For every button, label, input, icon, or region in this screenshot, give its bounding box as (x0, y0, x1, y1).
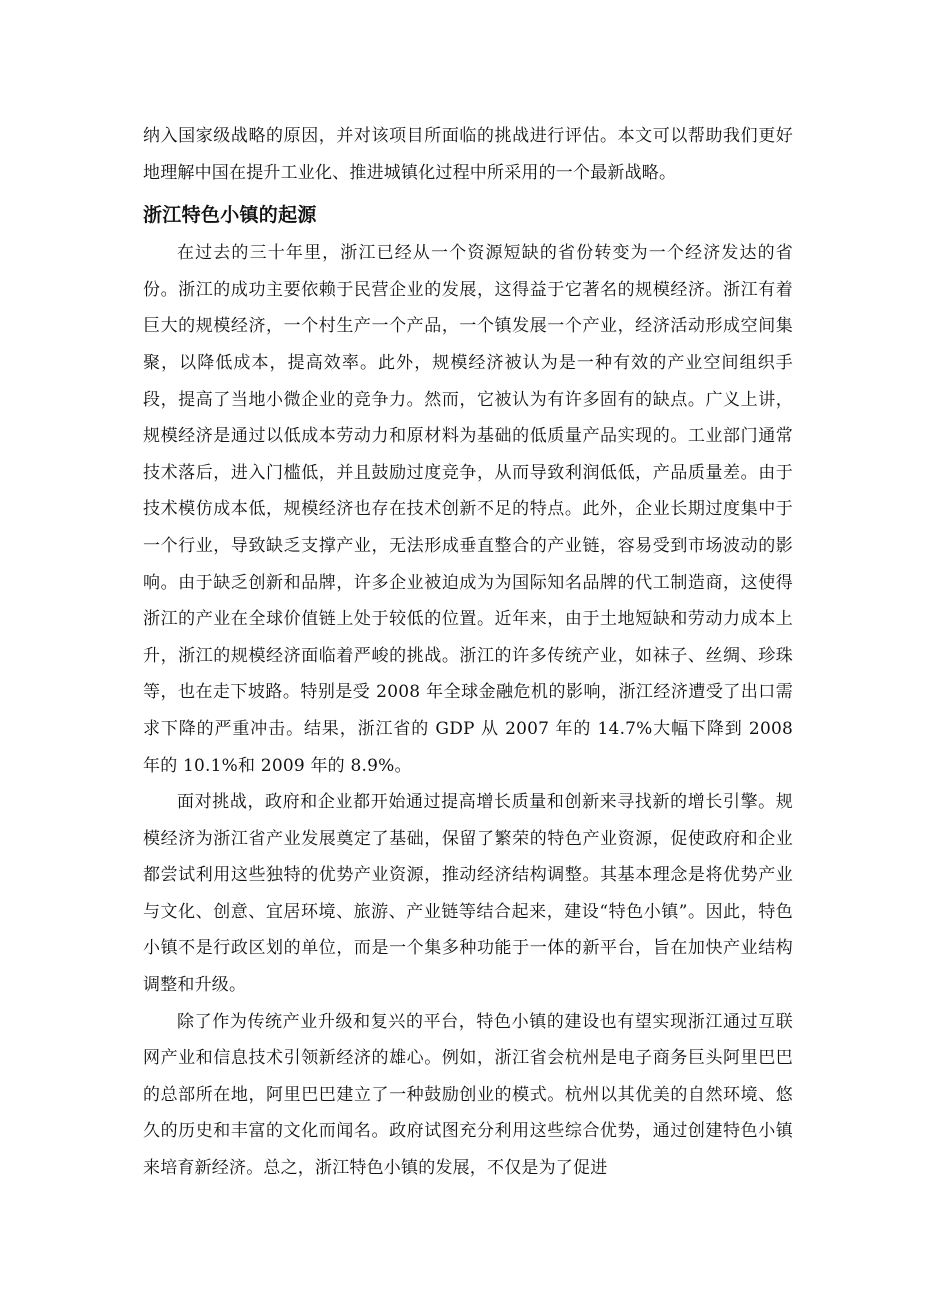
section-heading: 浙江特色小镇的起源 (143, 204, 317, 227)
body-paragraph-3: 除了作为传统产业升级和复兴的平台，特色小镇的建设也有望实现浙江通过互联网产业和信息技术引领新经济的雄心。例如，浙江省会杭州是电子商务巨头阿里巴巴的总部所在地，阿里巴巴建立了一种鼓励创业的模式。杭州以其优美的自然环境、悠久的历史和丰富的文化而闻名。政府试图充分利用这些综合优势，通过创建特色小镇来培育新经济。总之，浙江特色小镇的发展，不仅是为了促进 (143, 1011, 793, 1179)
intro-paragraph: 纳入国家级战略的原因，并对该项目所面临的挑战进行评估。本文可以帮助我们更好地理解中国在提升工业化、推进城镇化过程中所采用的一个最新战略。 (143, 126, 793, 183)
document-body (143, 118, 793, 1187)
body-paragraph-1: 在过去的三十年里，浙江已经从一个资源短缺的省份转变为一个经济发达的省份。浙江的成功主要依赖于民营企业的发展，这得益于它著名的规模经济。浙江有着巨大的规模经济，一个村生产一个产品，一个镇发展一个产业，经济活动形成空间集聚，以降低成本，提高效率。此外，规模经济被认为是一种有效的产业空间组织手段，提高了当地小微企业的竞争力。然而，它被认为有许多固有的缺点。广义上讲，规模经济是通过以低成本劳动力和原材料为基础的低质量产品实现的。工业部门通常技术落后，进入门槛低，并且鼓励过度竞争，从而导致利润低低，产品质量差。由于技术模仿成本低，规模经济也存在技术创新不足的特点。此外，企业长期过度集中于一个行业，导致缺乏支撑产业，无法形成垂直整合的产业链，容易受到市场波动的影响。由于缺乏创新和品牌，许多企业被迫成为为国际知名品牌的代工制造商，这使得浙江的产业在全球价值链上处于较低的位置。近年来，由于土地短缺和劳动力成本上升，浙江的规模经济面临着严峻的挑战。浙江的许多传统产业，如袜子、丝绸、珍珠等，也在走下坡路。特别是受 2008 年全球金融危机的影响，浙江经济遭受了出口需求下降的严重冲击。结果，浙江省的 GDP 从 2007 年的 14.7%大幅下降到 2008 年的 10.1%和 2009 年的 8.9%。 (143, 243, 793, 776)
body-paragraph-2: 面对挑战，政府和企业都开始通过提高增长质量和创新来寻找新的增长引擎。规模经济为浙江省产业发展奠定了基础，保留了繁荣的特色产业资源，促使政府和企业都尝试利用这些独特的优势产业资源，推动经济结构调整。其基本理念是将优势产业与文化、创意、宜居环境、旅游、产业链等结合起来，建设“特色小镇”。因此，特色小镇不是行政区划的单位，而是一个集多种功能于一体的新平台，旨在加快产业结构调整和升级。 (143, 792, 793, 996)
